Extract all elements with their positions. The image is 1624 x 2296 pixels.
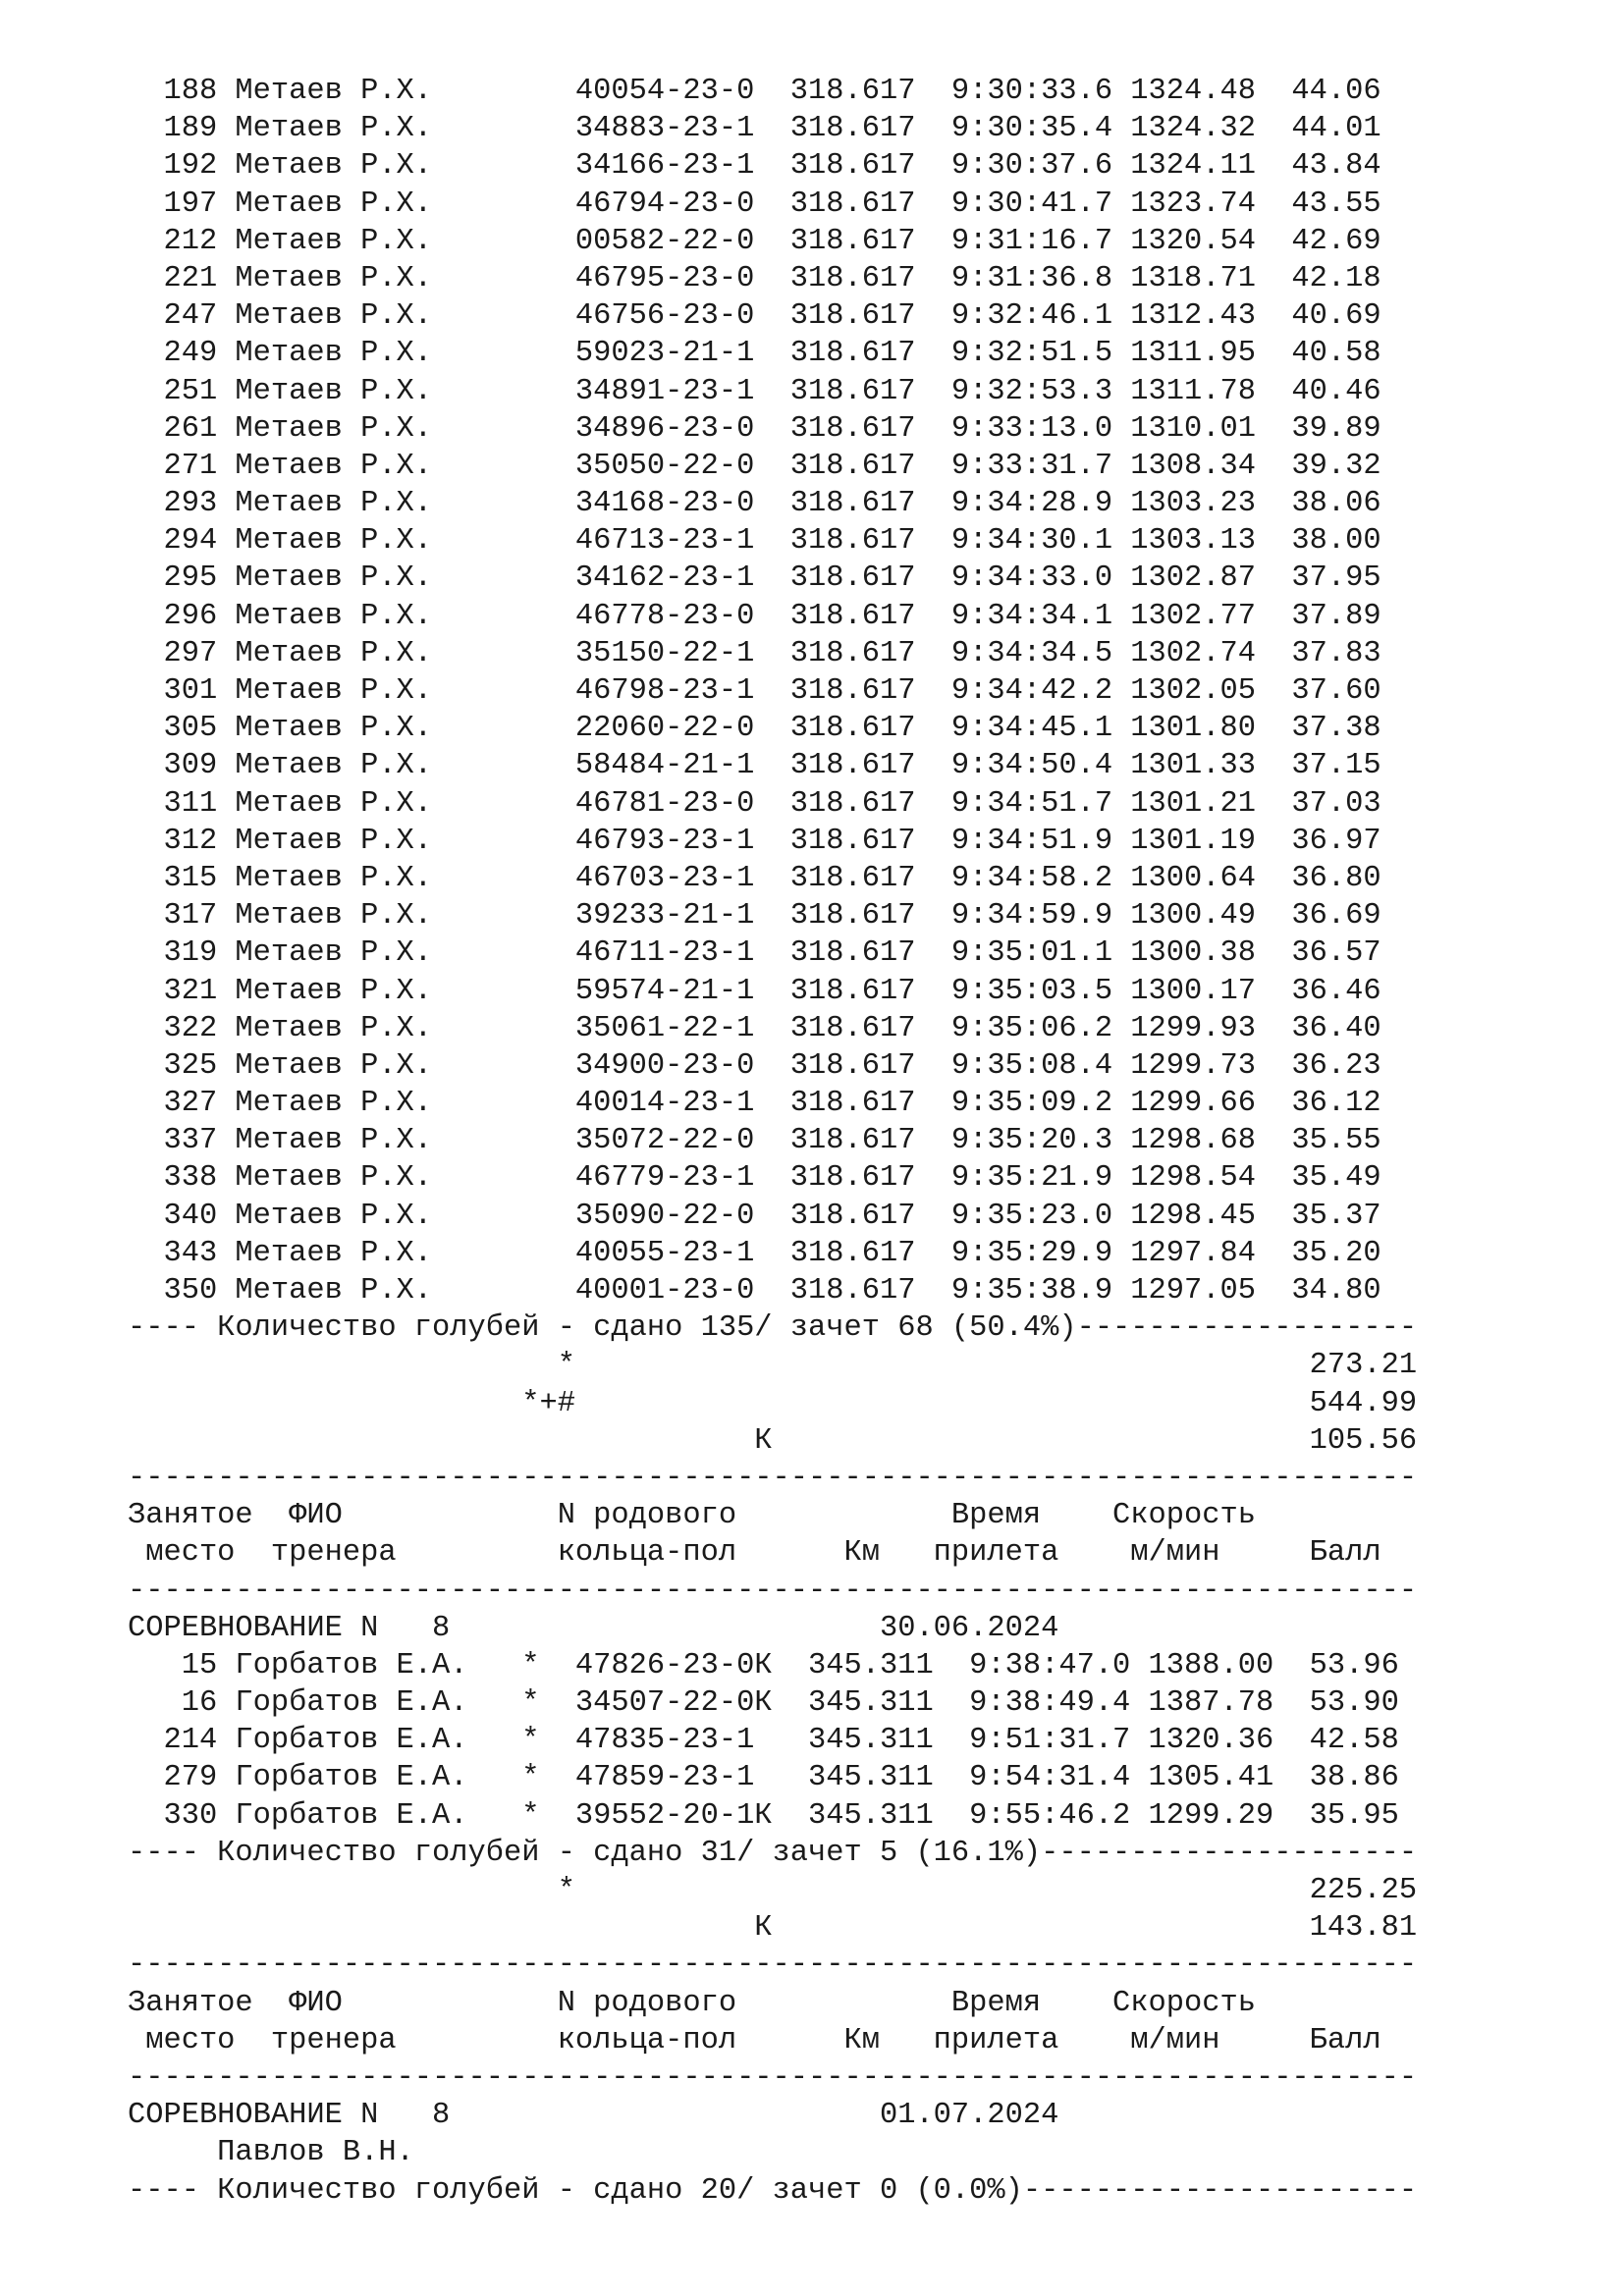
result-row: 197 Метаев Р.Х. 46794-23-0 318.617 9:30:41.7 1323.74 43.55 [128,187,1381,221]
coefficient-line: * 273.21 [128,1349,1418,1383]
result-row: 322 Метаев Р.Х. 35061-22-1 318.617 9:35:06.2 1299.93 36.40 [128,1011,1381,1045]
coefficient-line: К 105.56 [128,1423,1418,1458]
summary-line: ------------------------------------------------------------------------ [128,2060,1418,2095]
table-header-line: Занятое ФИО N родового Время Скорость [128,1499,1256,1533]
result-row: 311 Метаев Р.Х. 46781-23-0 318.617 9:34:51.7 1301.21 37.03 [128,786,1381,821]
summary-line: ------------------------------------------------------------------------ [128,1461,1418,1495]
table-header-line: место тренера кольца-пол Км прилета м/мин Балл [128,1536,1381,1571]
result-row: Павлов В.Н. [128,2136,414,2170]
result-row: 249 Метаев Р.Х. 59023-21-1 318.617 9:32:51.5 1311.95 40.58 [128,337,1381,371]
summary-line: ------------------------------------------------------------------------ [128,1574,1418,1608]
result-row: 221 Метаев Р.Х. 46795-23-0 318.617 9:31:36.8 1318.71 42.18 [128,261,1381,295]
summary-line: ---- Количество голубей - сдано 20/ зачет 0 (0.0%)---------------------- [128,2173,1418,2208]
result-row: 309 Метаев Р.Х. 58484-21-1 318.617 9:34:50.4 1301.33 37.15 [128,749,1381,783]
result-row: 330 Горбатов Е.А. * 39552-20-1К 345.311 9:55:46.2 1299.29 35.95 [128,1798,1399,1833]
result-row: 343 Метаев Р.Х. 40055-23-1 318.617 9:35:29.9 1297.84 35.20 [128,1236,1381,1270]
result-row: 16 Горбатов Е.А. * 34507-22-0К 345.311 9:38:49.4 1387.78 53.90 [128,1686,1399,1721]
result-row: 337 Метаев Р.Х. 35072-22-0 318.617 9:35:20.3 1298.68 35.55 [128,1124,1381,1158]
result-row: 214 Горбатов Е.А. * 47835-23-1 345.311 9:51:31.7 1320.36 42.58 [128,1724,1399,1758]
result-row: 15 Горбатов Е.А. * 47826-23-0К 345.311 9:38:47.0 1388.00 53.96 [128,1648,1399,1682]
coefficient-line: *+# 544.99 [128,1386,1418,1420]
competition-heading: СОРЕВНОВАНИЕ N 8 30.06.2024 [128,1611,1059,1645]
result-row: 317 Метаев Р.Х. 39233-21-1 318.617 9:34:59.9 1300.49 36.69 [128,899,1381,934]
result-row: 338 Метаев Р.Х. 46779-23-1 318.617 9:35:21.9 1298.54 35.49 [128,1161,1381,1196]
result-row: 293 Метаев Р.Х. 34168-23-0 318.617 9:34:28.9 1303.23 38.06 [128,487,1381,521]
summary-line: ---- Количество голубей - сдано 31/ зачет 5 (16.1%)--------------------- [128,1836,1418,1870]
result-row: 212 Метаев Р.Х. 00582-22-0 318.617 9:31:16.7 1320.54 42.69 [128,224,1381,258]
result-row: 188 Метаев Р.Х. 40054-23-0 318.617 9:30:33.6 1324.48 44.06 [128,75,1381,108]
result-row: 321 Метаев Р.Х. 59574-21-1 318.617 9:35:03.5 1300.17 36.46 [128,974,1381,1008]
result-row: 305 Метаев Р.Х. 22060-22-0 318.617 9:34:45.1 1301.80 37.38 [128,712,1381,746]
summary-line: ---- Количество голубей - сдано 135/ зачет 68 (50.4%)------------------- [128,1311,1418,1346]
summary-line: ------------------------------------------------------------------------ [128,1949,1418,1983]
result-row: 297 Метаев Р.Х. 35150-22-1 318.617 9:34:34.5 1302.74 37.83 [128,636,1381,670]
result-row: 301 Метаев Р.Х. 46798-23-1 318.617 9:34:42.2 1302.05 37.60 [128,674,1381,708]
competition-heading: СОРЕВНОВАНИЕ N 8 01.07.2024 [128,2099,1059,2133]
results-document [128,73,1417,2210]
result-row: 327 Метаев Р.Х. 40014-23-1 318.617 9:35:09.2 1299.66 36.12 [128,1087,1381,1121]
result-row: 271 Метаев Р.Х. 35050-22-0 318.617 9:33:31.7 1308.34 39.32 [128,449,1381,483]
result-row: 296 Метаев Р.Х. 46778-23-0 318.617 9:34:34.1 1302.77 37.89 [128,599,1381,633]
result-row: 315 Метаев Р.Х. 46703-23-1 318.617 9:34:58.2 1300.64 36.80 [128,861,1381,895]
coefficient-line: * 225.25 [128,1874,1418,1907]
result-row: 189 Метаев Р.Х. 34883-23-1 318.617 9:30:35.4 1324.32 44.01 [128,112,1381,146]
result-row: 350 Метаев Р.Х. 40001-23-0 318.617 9:35:38.9 1297.05 34.80 [128,1274,1381,1308]
result-row: 294 Метаев Р.Х. 46713-23-1 318.617 9:34:30.1 1303.13 38.00 [128,524,1381,559]
coefficient-line: К 143.81 [128,1911,1418,1946]
result-row: 319 Метаев Р.Х. 46711-23-1 318.617 9:35:01.1 1300.38 36.57 [128,936,1381,971]
result-row: 261 Метаев Р.Х. 34896-23-0 318.617 9:33:13.0 1310.01 39.89 [128,411,1381,446]
result-row: 340 Метаев Р.Х. 35090-22-0 318.617 9:35:23.0 1298.45 35.37 [128,1199,1381,1233]
result-row: 247 Метаев Р.Х. 46756-23-0 318.617 9:32:46.1 1312.43 40.69 [128,299,1381,334]
result-row: 192 Метаев Р.Х. 34166-23-1 318.617 9:30:37.6 1324.11 43.84 [128,149,1381,184]
result-row: 295 Метаев Р.Х. 34162-23-1 318.617 9:34:33.0 1302.87 37.95 [128,561,1381,596]
result-row: 325 Метаев Р.Х. 34900-23-0 318.617 9:35:08.4 1299.73 36.23 [128,1048,1381,1083]
result-row: 279 Горбатов Е.А. * 47859-23-1 345.311 9:54:31.4 1305.41 38.86 [128,1761,1399,1795]
result-row: 312 Метаев Р.Х. 46793-23-1 318.617 9:34:51.9 1301.19 36.97 [128,824,1381,858]
table-header-line: Занятое ФИО N родового Время Скорость [128,1986,1256,2020]
table-header-line: место тренера кольца-пол Км прилета м/мин Балл [128,2023,1381,2057]
result-row: 251 Метаев Р.Х. 34891-23-1 318.617 9:32:53.3 1311.78 40.46 [128,374,1381,408]
